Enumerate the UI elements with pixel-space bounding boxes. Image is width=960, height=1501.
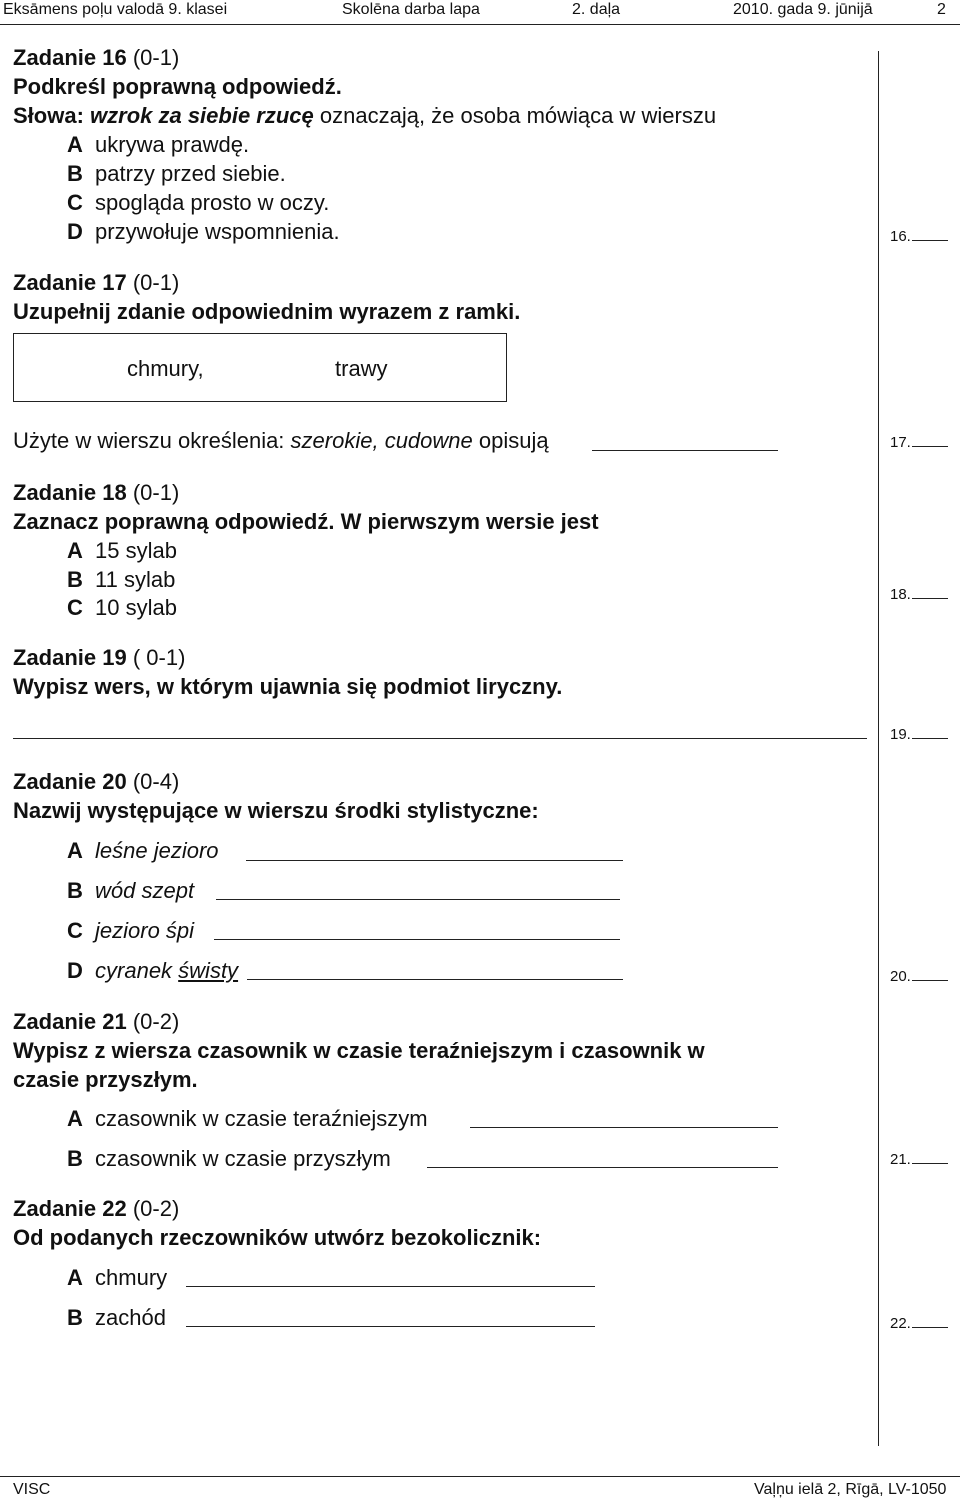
task17-sentence: Użyte w wierszu określenia: szerokie, cudowne opisują — [13, 428, 549, 453]
task22-score-field[interactable]: 22. — [890, 1313, 948, 1332]
task21-title: Zadanie 21 (0-2) — [13, 1009, 180, 1034]
task16-score-field[interactable]: 16. — [890, 226, 948, 245]
task21-option-b: B czasownik w czasie przyszłym — [67, 1146, 391, 1171]
task21-instruction-line2: czasie przyszłym. — [13, 1067, 198, 1092]
task19-score-field[interactable]: 19. — [890, 724, 948, 743]
task20-option-d: D cyranek świsty — [67, 958, 239, 983]
task21-instruction-line1: Wypisz z wiersza czasownik w czasie teraźniejszym i czasownik w — [13, 1038, 705, 1063]
task20-answer-line-b[interactable] — [216, 899, 620, 900]
task20-title: Zadanie 20 (0-4) — [13, 769, 180, 794]
header-date: 2010. gada 9. jūnijā — [733, 1, 873, 18]
footer-rule — [0, 1476, 960, 1477]
task21-answer-line-a[interactable] — [470, 1127, 778, 1128]
task18-option-a[interactable]: A 15 sylab — [67, 538, 177, 563]
task17-instruction: Uzupełnij zdanie odpowiednim wyrazem z ramki. — [13, 299, 521, 324]
task22-option-b: B zachód — [67, 1305, 166, 1330]
task22-instruction: Od podanych rzeczowników utwórz bezokolicznik: — [13, 1225, 542, 1250]
task21-option-a: A czasownik w czasie teraźniejszym — [67, 1106, 428, 1131]
header-part: 2. daļa — [572, 1, 621, 18]
task18-score-field[interactable]: 18. — [890, 584, 948, 603]
task20-answer-line-d[interactable] — [247, 979, 623, 980]
task16-option-a[interactable]: A ukrywa prawdę. — [67, 132, 250, 157]
task16-instruction: Podkreśl poprawną odpowiedź. — [13, 74, 342, 99]
task20-option-c: C jezioro śpi — [67, 918, 195, 943]
task19-answer-line[interactable] — [13, 738, 867, 739]
task19-instruction: Wypisz wers, w którym ujawnia się podmiot liryczny. — [13, 674, 563, 699]
task22-answer-line-a[interactable] — [186, 1286, 595, 1287]
task21-score-field[interactable]: 21. — [890, 1149, 948, 1168]
task18-option-b[interactable]: B 11 sylab — [67, 567, 176, 592]
task16-option-d[interactable]: D przywołuje wspomnienia. — [67, 219, 340, 244]
score-column-divider — [878, 51, 879, 1446]
task20-score-field[interactable]: 20. — [890, 966, 948, 985]
task17-score-field[interactable]: 17. — [890, 432, 948, 451]
task17-title: Zadanie 17 (0-1) — [13, 270, 180, 295]
header-sheet: Skolēna darba lapa — [342, 1, 480, 18]
word-box-chmury: chmury, — [127, 356, 204, 381]
task21-answer-line-b[interactable] — [427, 1167, 778, 1168]
header-page-number: 2 — [937, 1, 946, 18]
task20-option-a: A leśne jezioro — [67, 838, 219, 863]
task18-title: Zadanie 18 (0-1) — [13, 480, 180, 505]
task18-instruction: Zaznacz poprawną odpowiedź. W pierwszym wersie jest — [13, 509, 599, 534]
header-rule — [0, 24, 960, 25]
task16-option-c[interactable]: C spogląda prosto w oczy. — [67, 190, 330, 215]
task19-title: Zadanie 19 ( 0-1) — [13, 645, 186, 670]
task22-title: Zadanie 22 (0-2) — [13, 1196, 180, 1221]
task22-option-a: A chmury — [67, 1265, 168, 1290]
task17-answer-line[interactable] — [592, 450, 778, 451]
task20-answer-line-c[interactable] — [214, 939, 620, 940]
word-box — [13, 333, 507, 402]
task16-title: Zadanie 16 (0-1) — [13, 45, 180, 70]
header-exam: Eksāmens poļu valodā 9. klasei — [3, 1, 228, 18]
footer-right: Vaļņu ielā 2, Rīgā, LV-1050 — [754, 1481, 947, 1498]
task20-option-b: B wód szept — [67, 878, 195, 903]
task22-answer-line-b[interactable] — [186, 1326, 595, 1327]
task20-answer-line-a[interactable] — [246, 860, 623, 861]
task16-option-b[interactable]: B patrzy przed siebie. — [67, 161, 286, 186]
footer-left: VISC — [13, 1481, 51, 1498]
task16-question: Słowa: wzrok za siebie rzucę oznaczają, że osoba mówiąca w wierszu — [13, 103, 717, 128]
task18-option-c[interactable]: C 10 sylab — [67, 595, 177, 620]
word-box-trawy: trawy — [335, 356, 388, 381]
task20-instruction: Nazwij występujące w wierszu środki stylistyczne: — [13, 798, 539, 823]
